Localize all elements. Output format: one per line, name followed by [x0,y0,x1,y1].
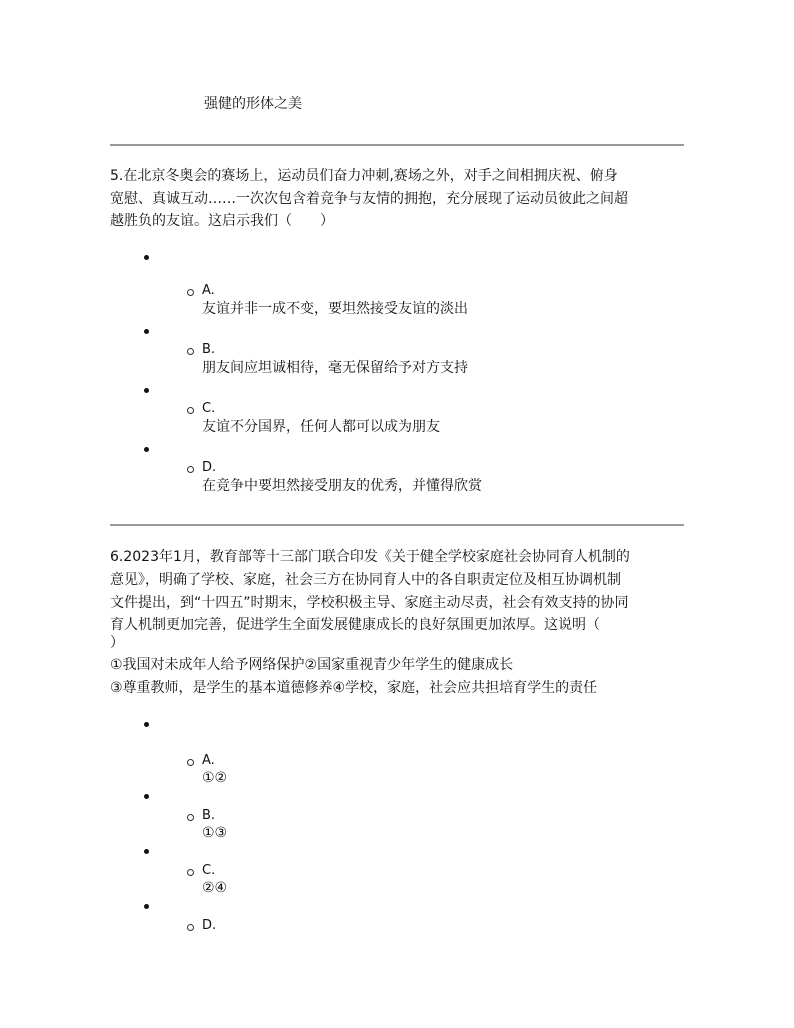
option-radio-a[interactable] [187,759,194,766]
option-text-c[interactable]: 友谊不分国界，任何人都可以成为朋友 [202,419,440,435]
option-radio-b[interactable] [187,814,194,821]
divider [110,144,684,146]
list-bullet [144,329,149,334]
question-text-line: 5.在北京冬奥会的赛场上，运动员们奋力冲刺,赛场之外，对手之间相拥庆祝、俯身 [110,168,618,184]
option-text-a[interactable]: ①② [202,770,228,786]
option-text-fragment: 强健的形体之美 [204,96,302,112]
option-radio-a[interactable] [187,289,194,296]
option-letter-b: B. [202,808,216,823]
list-bullet [144,255,149,260]
question-text-line: ） [110,635,124,651]
option-text-b[interactable]: ①③ [202,825,228,841]
list-bullet [144,849,149,854]
option-radio-c[interactable] [187,407,194,414]
question-text-line: 育人机制更加完善，促进学生全面发展健康成长的良好氛围更加浓厚。这说明（ [110,617,600,633]
list-bullet [144,722,149,727]
option-radio-d[interactable] [187,466,194,473]
option-letter-c: C. [202,863,216,878]
list-bullet [144,904,149,909]
question-text-line: 意见》，明确了学校、家庭，社会三方在协同育人中的各自职责定位及相互协调机制 [110,572,621,588]
option-letter-d: D. [202,460,217,475]
list-bullet [144,794,149,799]
divider [110,524,684,526]
list-bullet [144,447,149,452]
option-letter-d: D. [202,918,217,933]
question-text-line: 宽慰、真诚互动……一次次包含着竞争与友情的拥抱，充分展现了运动员彼此之间超 [110,191,628,207]
question-text-line: 越胜负的友谊。这启示我们（ ） [110,213,334,229]
list-bullet [144,388,149,393]
option-letter-b: B. [202,342,216,357]
question-text-line: 6.2023年1月，教育部等十三部门联合印发《关于健全学校家庭社会协同育人机制的 [110,549,630,565]
option-radio-b[interactable] [187,348,194,355]
question-text-line: 文件提出，到“十四五”时期末，学校积极主导、家庭主动尽责，社会有效支持的协同 [110,595,629,611]
statement-line: ③尊重教师，是学生的基本道德修养④学校，家庭，社会应共担培育学生的责任 [110,680,598,696]
statement-line: ①我国对未成年人给予网络保护②国家重视青少年学生的健康成长 [110,657,514,673]
option-text-b[interactable]: 朋友间应坦诚相待，毫无保留给予对方支持 [202,360,468,376]
option-radio-c[interactable] [187,869,194,876]
option-letter-a: A. [202,283,215,298]
option-text-a[interactable]: 友谊并非一成不变，要坦然接受友谊的淡出 [202,301,468,317]
option-radio-d[interactable] [187,924,194,931]
option-text-c[interactable]: ②④ [202,880,228,896]
option-letter-a: A. [202,753,215,768]
option-letter-c: C. [202,401,216,416]
option-text-d[interactable]: 在竞争中要坦然接受朋友的优秀，并懂得欣赏 [202,478,482,494]
